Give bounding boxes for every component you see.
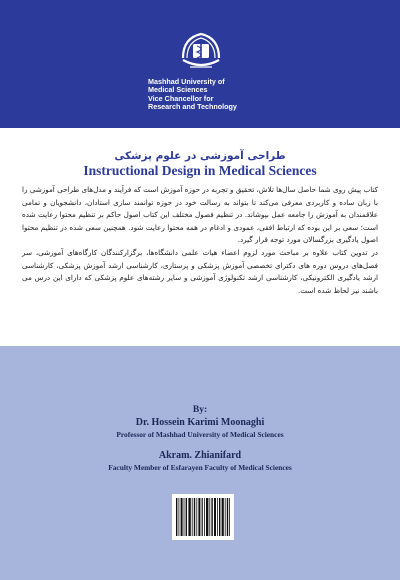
blurb-paragraph: کتاب پیش روی شما حاصل سال‌ها تلاش، تحقیق و تجربه در حوزه آموزش است که فرآیند و مدل‌های طراحی آموزشی را با زبان ساده و کاربردی معرفی می‌کند تا بتواند به رسالت خود در حوزه توانمند سازی استادان، دانشجویان و تمامی علاقمندان به آموزش را جامعه عمل بپوشاند. در تنظیم فصول مختلف این کتاب اصول حاکم بر تنظیم محتوا رعایت شده است؛ سعی بر این بوده که ارتباط افقی، عمودی و ادغام در همه محتوا رعایت شود. همچنین سعی شده در تنظیم محتوا اصول یادگیری بزرگسالان مورد توجه قرار گیرد. (22, 185, 378, 245)
author-name: Akram. Zhianifard (158, 450, 242, 461)
author-credits (0, 404, 400, 482)
publisher-name (148, 78, 278, 112)
publisher-line: Medical Sciences (148, 85, 208, 95)
blurb-paragraph: در تدوین کتاب علاوه بر مباحث مورد لزوم اعضاء هیات علمی دانشگاه‌ها، برگزارکنندگان کارگاه‌های آموزشی، سر فصل‌های دروس دوره های دکترای تخصصی آموزش پزشکی و پرستاری، کارشناسی ارشد آموزش پزشکی، کارشناسی ارشد یادگیری الکترونیکی، کارشناسی ارشد تکنولوژی آموزشی و سایر رشته‌های علوم پزشکی که دارای این درس می باشند نیز لحاظ شده است. (22, 247, 378, 295)
author-affiliation: Faculty Member of Esfarayen Faculty of Medical Sciences (108, 463, 292, 472)
book-title-english: Instructional Design in Medical Sciences (83, 163, 317, 178)
university-emblem-icon (178, 30, 224, 74)
publisher-line: Vice Chancellor for (148, 93, 214, 103)
publisher-line: Research and Technology (148, 102, 237, 112)
book-blurb (22, 184, 378, 297)
by-label: By: (192, 405, 208, 415)
publisher-line: Mashhad University of (148, 77, 225, 86)
book-title-persian: طراحی آموزشی در علوم پزشکی (114, 150, 286, 162)
author-affiliation: Professor of Mashhad University of Medical Sciences (116, 430, 284, 439)
author-name: Dr. Hossein Karimi Moonaghi (135, 417, 265, 428)
barcode-icon (172, 494, 234, 540)
